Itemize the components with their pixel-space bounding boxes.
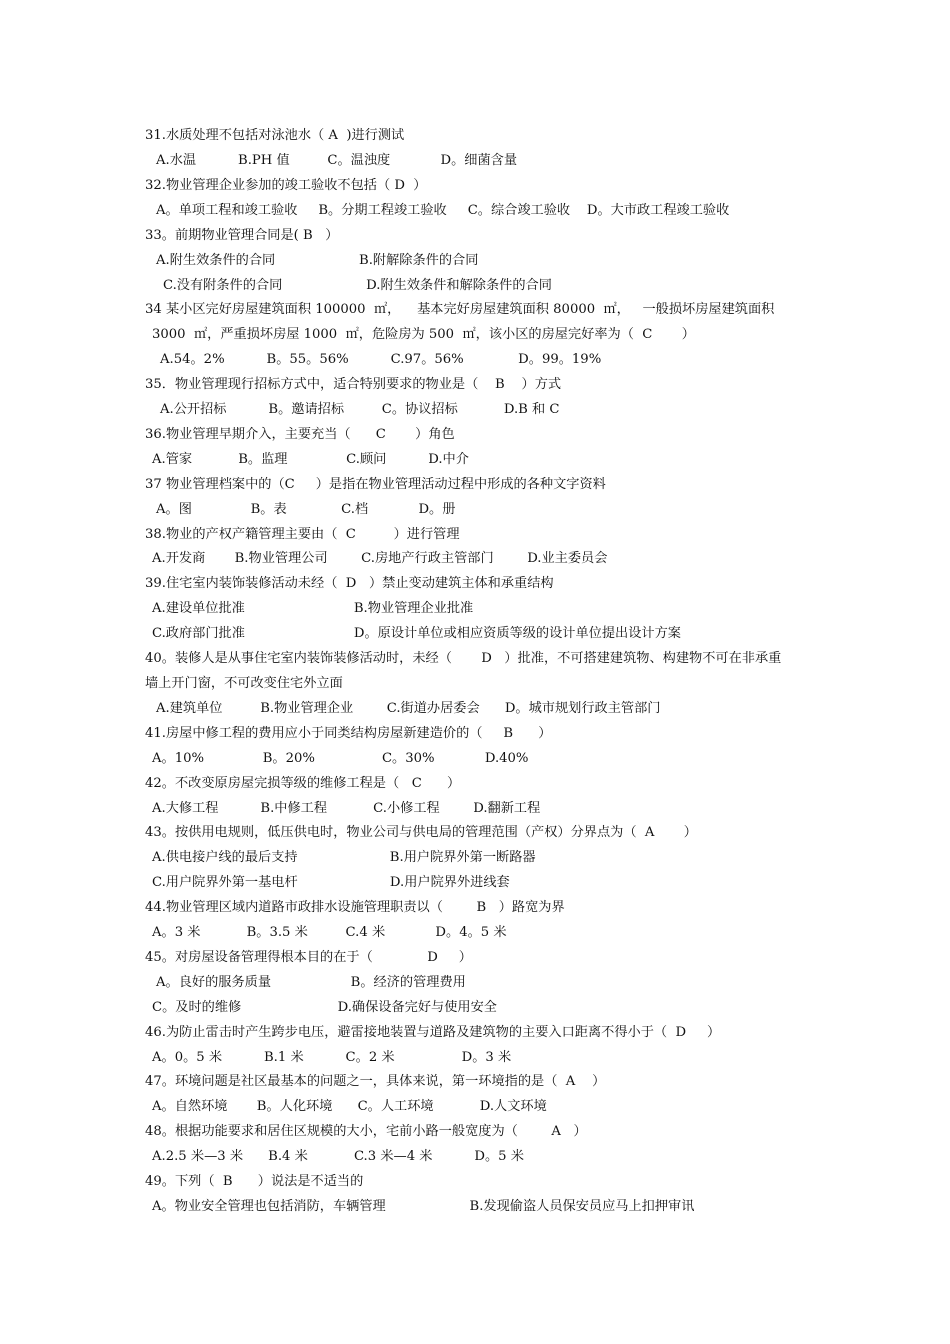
question-42: 42。不改变原房屋完损等级的维修工程是（ C ） [145, 776, 461, 791]
question-49: 49。下列（ B ）说法是不适当的 [145, 1174, 364, 1189]
question-36: 36.物业管理早期介入，主要充当（ C ）角色 [145, 427, 455, 442]
question-40-line2: 墙上开门窗，不可改变住宅外立面 [145, 676, 343, 691]
options-49: A。物业安全管理也包括消防，车辆管理 B.发现偷盗人员保安员应马上扣押审讯 [152, 1199, 695, 1214]
question-34-line1: 34 某小区完好房屋建筑面积 100000 ㎡， 基本完好房屋建筑面积 80000 ㎡， 一般损坏房屋建筑面积 [145, 302, 775, 317]
options-32: A。单项工程和竣工验收 B。分期工程竣工验收 C。综合竣工验收 D。大市政工程竣工验收 [156, 203, 730, 218]
question-33: 33。前期物业管理合同是( B ） [145, 228, 339, 243]
options-37: A。图 B。表 C.档 D。册 [156, 502, 456, 517]
question-44: 44.物业管理区域内道路市政排水设施管理职责以（ B ）路宽为界 [145, 900, 565, 915]
question-38: 38.物业的产权产籍管理主要由（ C ）进行管理 [145, 527, 460, 542]
options-34: A.54。2% B。55。56% C.97。56% D。99。19% [160, 352, 602, 367]
question-43: 43。按供用电规则，低压供电时，物业公司与供电局的管理范围（产权）分界点为（ A ） [145, 825, 697, 840]
options-35: A.公开招标 B。邀请招标 C。协议招标 D.B 和 C [160, 402, 560, 417]
options-33-a: A.附生效条件的合同 B.附解除条件的合同 [156, 253, 479, 268]
options-47: A。自然环境 B。人化环境 C。人工环境 D.人文环境 [152, 1099, 547, 1114]
options-41: A。10% B。20% C。30% D.40% [152, 751, 529, 766]
options-33-b: C.没有附条件的合同 D.附生效条件和解除条件的合同 [163, 278, 552, 293]
options-40: A.建筑单位 B.物业管理企业 C.街道办居委会 D。城市规划行政主管部门 [156, 701, 661, 716]
question-40-line1: 40。装修人是从事住宅室内装饰装修活动时，未经（ D ）批准，不可搭建建筑物、构建物不可在非承重 [145, 651, 782, 666]
options-45-a: A。良好的服务质量 B。经济的管理费用 [156, 975, 466, 990]
options-31: A.水温 B.PH 值 C。温浊度 D。细菌含量 [156, 153, 518, 168]
question-35: 35．物业管理现行招标方式中，适合特别要求的物业是（ B ）方式 [145, 377, 562, 392]
options-44: A。3 米 B。3.5 米 C.4 米 D。4。5 米 [152, 925, 507, 940]
question-45: 45。对房屋设备管理得根本目的在于（ D ） [145, 950, 472, 965]
question-34-line2: 3000 ㎡，严重损坏房屋 1000 ㎡，危险房为 500 ㎡，该小区的房屋完好率为（ C ） [152, 327, 695, 342]
options-36: A.管家 B。监理 C.顾问 D.中介 [152, 452, 469, 467]
options-43-a: A.供电接户线的最后支持 B.用户院界外第一断路器 [152, 850, 536, 865]
question-48: 48。根据功能要求和居住区规模的大小，宅前小路一般宽度为（ A ） [145, 1124, 587, 1139]
question-39: 39.住宅室内装饰装修活动未经（ D ）禁止变动建筑主体和承重结构 [145, 576, 554, 591]
question-46: 46.为防止雷击时产生跨步电压，避雷接地装置与道路及建筑物的主要入口距离不得小于（ D ） [145, 1025, 721, 1040]
question-41: 41.房屋中修工程的费用应小于同类结构房屋新建造价的（ B ） [145, 726, 552, 741]
question-32: 32.物业管理企业参加的竣工验收不包括（ D ） [145, 178, 427, 193]
options-48: A.2.5 米—3 米 B.4 米 C.3 米—4 米 D。5 米 [152, 1149, 524, 1164]
question-37: 37 物业管理档案中的（C ）是指在物业管理活动过程中形成的各种文字资料 [145, 477, 606, 492]
question-31: 31.水质处理不包括对泳池水（ A )进行测试 [145, 128, 405, 143]
question-47: 47。环境问题是社区最基本的问题之一，具体来说，第一环境指的是（ A ） [145, 1074, 606, 1089]
options-43-b: C.用户院界外第一基电杆 D.用户院界外进线套 [152, 875, 510, 890]
options-42: A.大修工程 B.中修工程 C.小修工程 D.翻新工程 [152, 801, 541, 816]
options-45-b: C。及时的维修 D.确保设备完好与使用安全 [152, 1000, 497, 1015]
options-38: A.开发商 B.物业管理公司 C.房地产行政主管部门 D.业主委员会 [152, 551, 608, 566]
options-39-a: A.建设单位批准 B.物业管理企业批准 [152, 601, 474, 616]
options-46: A。0。5 米 B.1 米 C。2 米 D。3 米 [152, 1050, 512, 1065]
options-39-b: C.政府部门批准 D。原设计单位或相应资质等级的设计单位提出设计方案 [152, 626, 681, 641]
